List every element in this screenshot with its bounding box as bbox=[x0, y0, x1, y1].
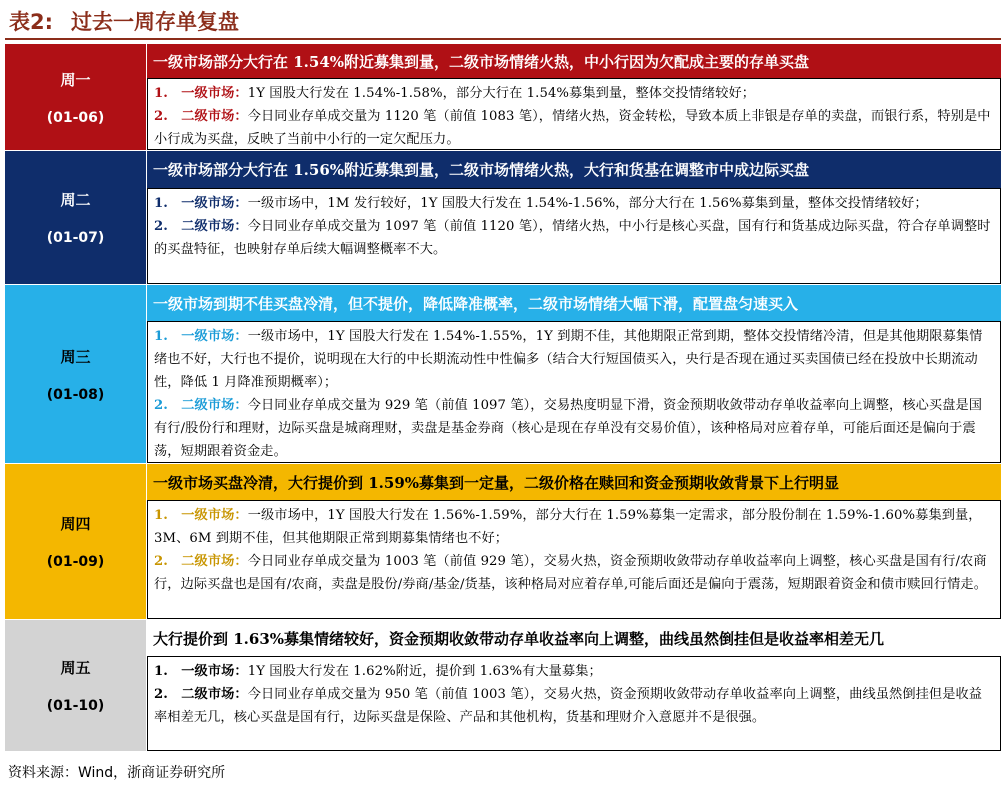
detail-friday bbox=[147, 656, 1001, 751]
day-name: 周一 bbox=[60, 70, 91, 89]
table-title-text: 过去一周存单复盘 bbox=[71, 10, 240, 34]
row-wednesday bbox=[5, 285, 1001, 463]
day-date: (01-06) bbox=[46, 109, 105, 126]
day-date: (01-10) bbox=[46, 698, 105, 714]
table-number: 表2: bbox=[9, 10, 54, 34]
day-date: (01-09) bbox=[46, 554, 105, 570]
list-item: 2. 二级市场：今日同业存单成交量为 950 笔（前值 1003 笔），交易火热，资金预期收敛带动存单收益率向上调整，曲线虽然倒挂但是收益率相差无几，核心买盘是国有行，边际买盘是保险、产品和其他机构，货基和理财介入意愿并不是很强。 bbox=[154, 687, 983, 725]
headline-wednesday: 一级市场到期不佳买盘冷清，但不提价，降低降准概率，二级市场情绪大幅下滑，配置盘匀速买入 bbox=[147, 285, 1001, 321]
day-date: (01-07) bbox=[46, 230, 105, 246]
title-rule bbox=[5, 38, 1001, 40]
row-monday bbox=[5, 44, 1001, 150]
list-item: 2. 二级市场：今日同业存单成交量为 1003 笔（前值 929 笔），交易火热，资金预期收敛带动存单收益率向上调整，核心买盘是国有行/农商行，边际买盘也是国有/农商，卖盘是股份/券商/基金/货基，该种格局对应着存单,可能后面还是偏向于震荡，短期跟着资金和债市赎回行情走。 bbox=[154, 554, 987, 592]
list-item: 1. 一级市场：一级市场中，1Y 国股大行发在 1.56%-1.59%，部分大行在 1.59%募集一定需求，部分股份制在 1.59%-1.60%募集到量，3M、6M 到期不佳，但其他期限正常到期募集情绪也不好； bbox=[154, 508, 982, 546]
list-item: 2. 二级市场：今日同业存单成交量为 1097 笔（前值 1120 笔），情绪火热，中小行是核心买盘，国有行和货基成边际买盘，符合存单调整时的买盘特征，也映射存单后续大幅调整概率不大。 bbox=[154, 219, 991, 257]
day-name: 周三 bbox=[60, 347, 91, 366]
detail-wednesday bbox=[147, 321, 1001, 463]
row-tuesday bbox=[5, 151, 1001, 284]
headline-monday: 一级市场部分大行在 1.54%附近募集到量，二级市场情绪火热，中小行因为欠配成主要的存单买盘 bbox=[147, 44, 1001, 78]
day-cell-tuesday bbox=[5, 151, 146, 284]
detail-tuesday bbox=[147, 188, 1001, 284]
day-cell-friday bbox=[5, 620, 146, 751]
day-cell-thursday bbox=[5, 464, 146, 619]
table-title bbox=[9, 6, 239, 36]
list-item: 1. 一级市场：一级市场中，1M 发行较好，1Y 国股大行发在 1.54%-1.56%，部分大行在 1.56%募集到量，整体交投情绪较好； bbox=[154, 196, 928, 211]
day-name: 周二 bbox=[60, 191, 91, 209]
headline-friday: 大行提价到 1.63%募集情绪较好，资金预期收敛带动存单收益率向上调整，曲线虽然倒挂但是收益率相差无几 bbox=[147, 620, 1001, 656]
list-item: 2. 二级市场：今日同业存单成交量为 929 笔（前值 1097 笔），交易热度明显下滑，资金预期收敛带动存单收益率向上调整，核心买盘是国有行/股份行和理财，边际买盘是城商理财，卖盘是基金券商（核心是现在存单没有交易价值），该种格局对应着存单，可能后面还是偏向于震荡，短期跟着资金走。 bbox=[154, 398, 983, 459]
headline-tuesday: 一级市场部分大行在 1.56%附近募集到量，二级市场情绪火热，大行和货基在调整市中成边际买盘 bbox=[147, 151, 1001, 188]
day-date: (01-08) bbox=[46, 386, 105, 403]
list-item: 1. 一级市场：一级市场中，1Y 国股大行发在 1.54%-1.55%，1Y 到期不佳，其他期限正常到期，整体交投情绪冷清，但是其他期限募集情绪也不好，大行也不提价，说明现在大行的中长期流动性中性偏多（结合大行短国债买入，央行是否现在通过买卖国债已经在投放中长期流动性，降低 1 月降准预期概率）； bbox=[154, 329, 983, 390]
day-name: 周四 bbox=[60, 515, 91, 533]
row-thursday bbox=[5, 464, 1001, 619]
list-item: 2. 二级市场：今日同业存单成交量为 1120 笔（前值 1083 笔），情绪火热，资金转松，导致本质上非银是存单的卖盘，而银行系，特别是中小行成为买盘，反映了当前中小行的一定欠配压力。 bbox=[154, 109, 991, 147]
detail-thursday bbox=[147, 500, 1001, 619]
detail-monday bbox=[147, 78, 1001, 150]
day-name: 周五 bbox=[60, 659, 91, 677]
row-friday bbox=[5, 620, 1001, 751]
day-cell-wednesday bbox=[5, 285, 146, 463]
day-cell-monday bbox=[5, 44, 146, 150]
list-item: 1. 一级市场：1Y 国股大行发在 1.54%-1.58%，部分大行在 1.54%募集到量，整体交投情绪较好； bbox=[154, 86, 756, 101]
list-item: 1. 一级市场：1Y 国股大行发在 1.62%附近，提价到 1.63%有大量募集； bbox=[154, 664, 602, 679]
headline-thursday: 一级市场买盘冷清，大行提价到 1.59%募集到一定量，二级价格在赎回和资金预期收敛背景下上行明显 bbox=[147, 464, 1001, 500]
source-note: 资料来源：Wind，浙商证券研究所 bbox=[8, 765, 226, 781]
